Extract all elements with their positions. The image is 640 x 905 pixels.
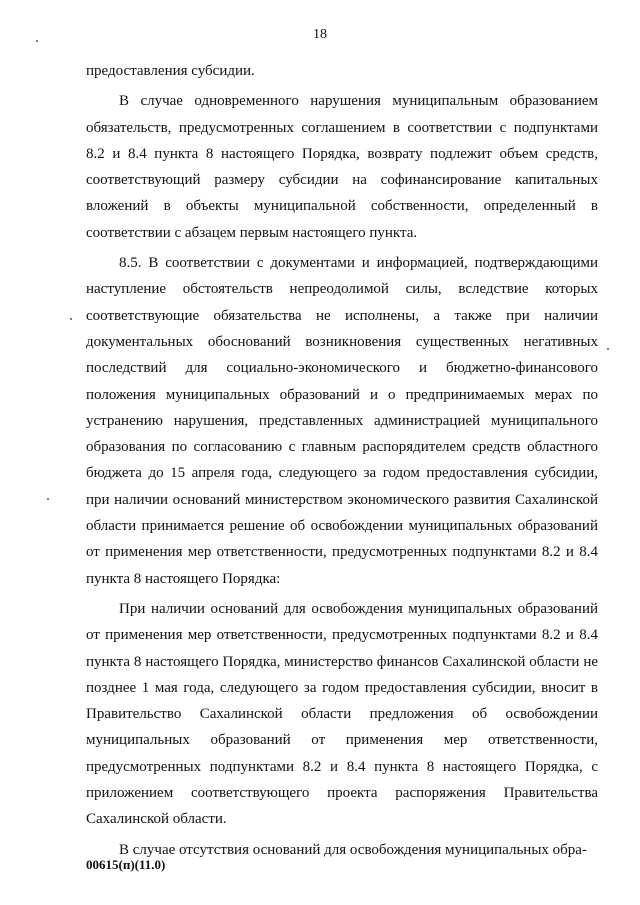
paragraph-continuation: предоставления субсидии. bbox=[86, 63, 255, 79]
scan-speck bbox=[47, 498, 49, 500]
document-code: 00615(п)(11.0) bbox=[86, 857, 166, 872]
scan-speck bbox=[70, 318, 72, 320]
scan-speck bbox=[36, 40, 38, 42]
paragraph-simultaneous-violation: В случае одновременного нарушения муниципальным образованием обязательств, предусмотренных соглашением в соответствии с подпунктами 8.2 и 8.4 пункта 8 настоящего Порядка, возврату подлежит объем средств, соответствующий размеру субсидии на софинансирование капитальных вложений в объекты муниципальной собственности, определенный в соответствии с абзацем первым настоящего пункта. bbox=[86, 93, 598, 241]
paragraph-8-5: 8.5. В соответствии с документами и информацией, подтверждающими наступление обстоятельств непреодолимой силы, вследствие которых соответствующие обязательства не исполнены, а также при наличии документальных обоснований возникновения существенных негативных последствий для социально-экономического и бюджетно-финансового положения муниципальных образований и о предпринимаемых мерах по устранению нарушения, представленных администрацией муниципального образования по согласованию с главным распорядителем средств областного бюджета до 15 апреля года, следующего за годом предоставления субсидии, при наличии оснований министерством экономического развития Сахалинской области принимается решение об освобождении муниципальных образований от применения мер ответственности, предусмотренных подпунктами 8.2 и 8.4 пункта 8 настоящего Порядка: bbox=[86, 255, 598, 587]
page-number: 18 bbox=[313, 27, 327, 42]
paragraph-exemption-grounds: При наличии оснований для освобождения муниципальных образований от применения мер ответственности, предусмотренных подпунктами 8.2 и 8.4 пункта 8 настоящего Порядка, министерство финансов Сахалинской области не позднее 1 мая года, следующего за годом предоставления субсидии, вносит в Правительство Сахалинской области предложения об освобождении муниципальных образований от применения мер ответственности, предусмотренных подпунктами 8.2 и 8.4 пункта 8 настоящего Порядка, с приложением соответствующего проекта распоряжения Правительства Сахалинской области. bbox=[86, 600, 598, 828]
scan-speck bbox=[607, 348, 609, 350]
document-body bbox=[86, 58, 598, 867]
paragraph-no-grounds: В случае отсутствия оснований для освобождения муниципальных обра- bbox=[119, 841, 587, 858]
